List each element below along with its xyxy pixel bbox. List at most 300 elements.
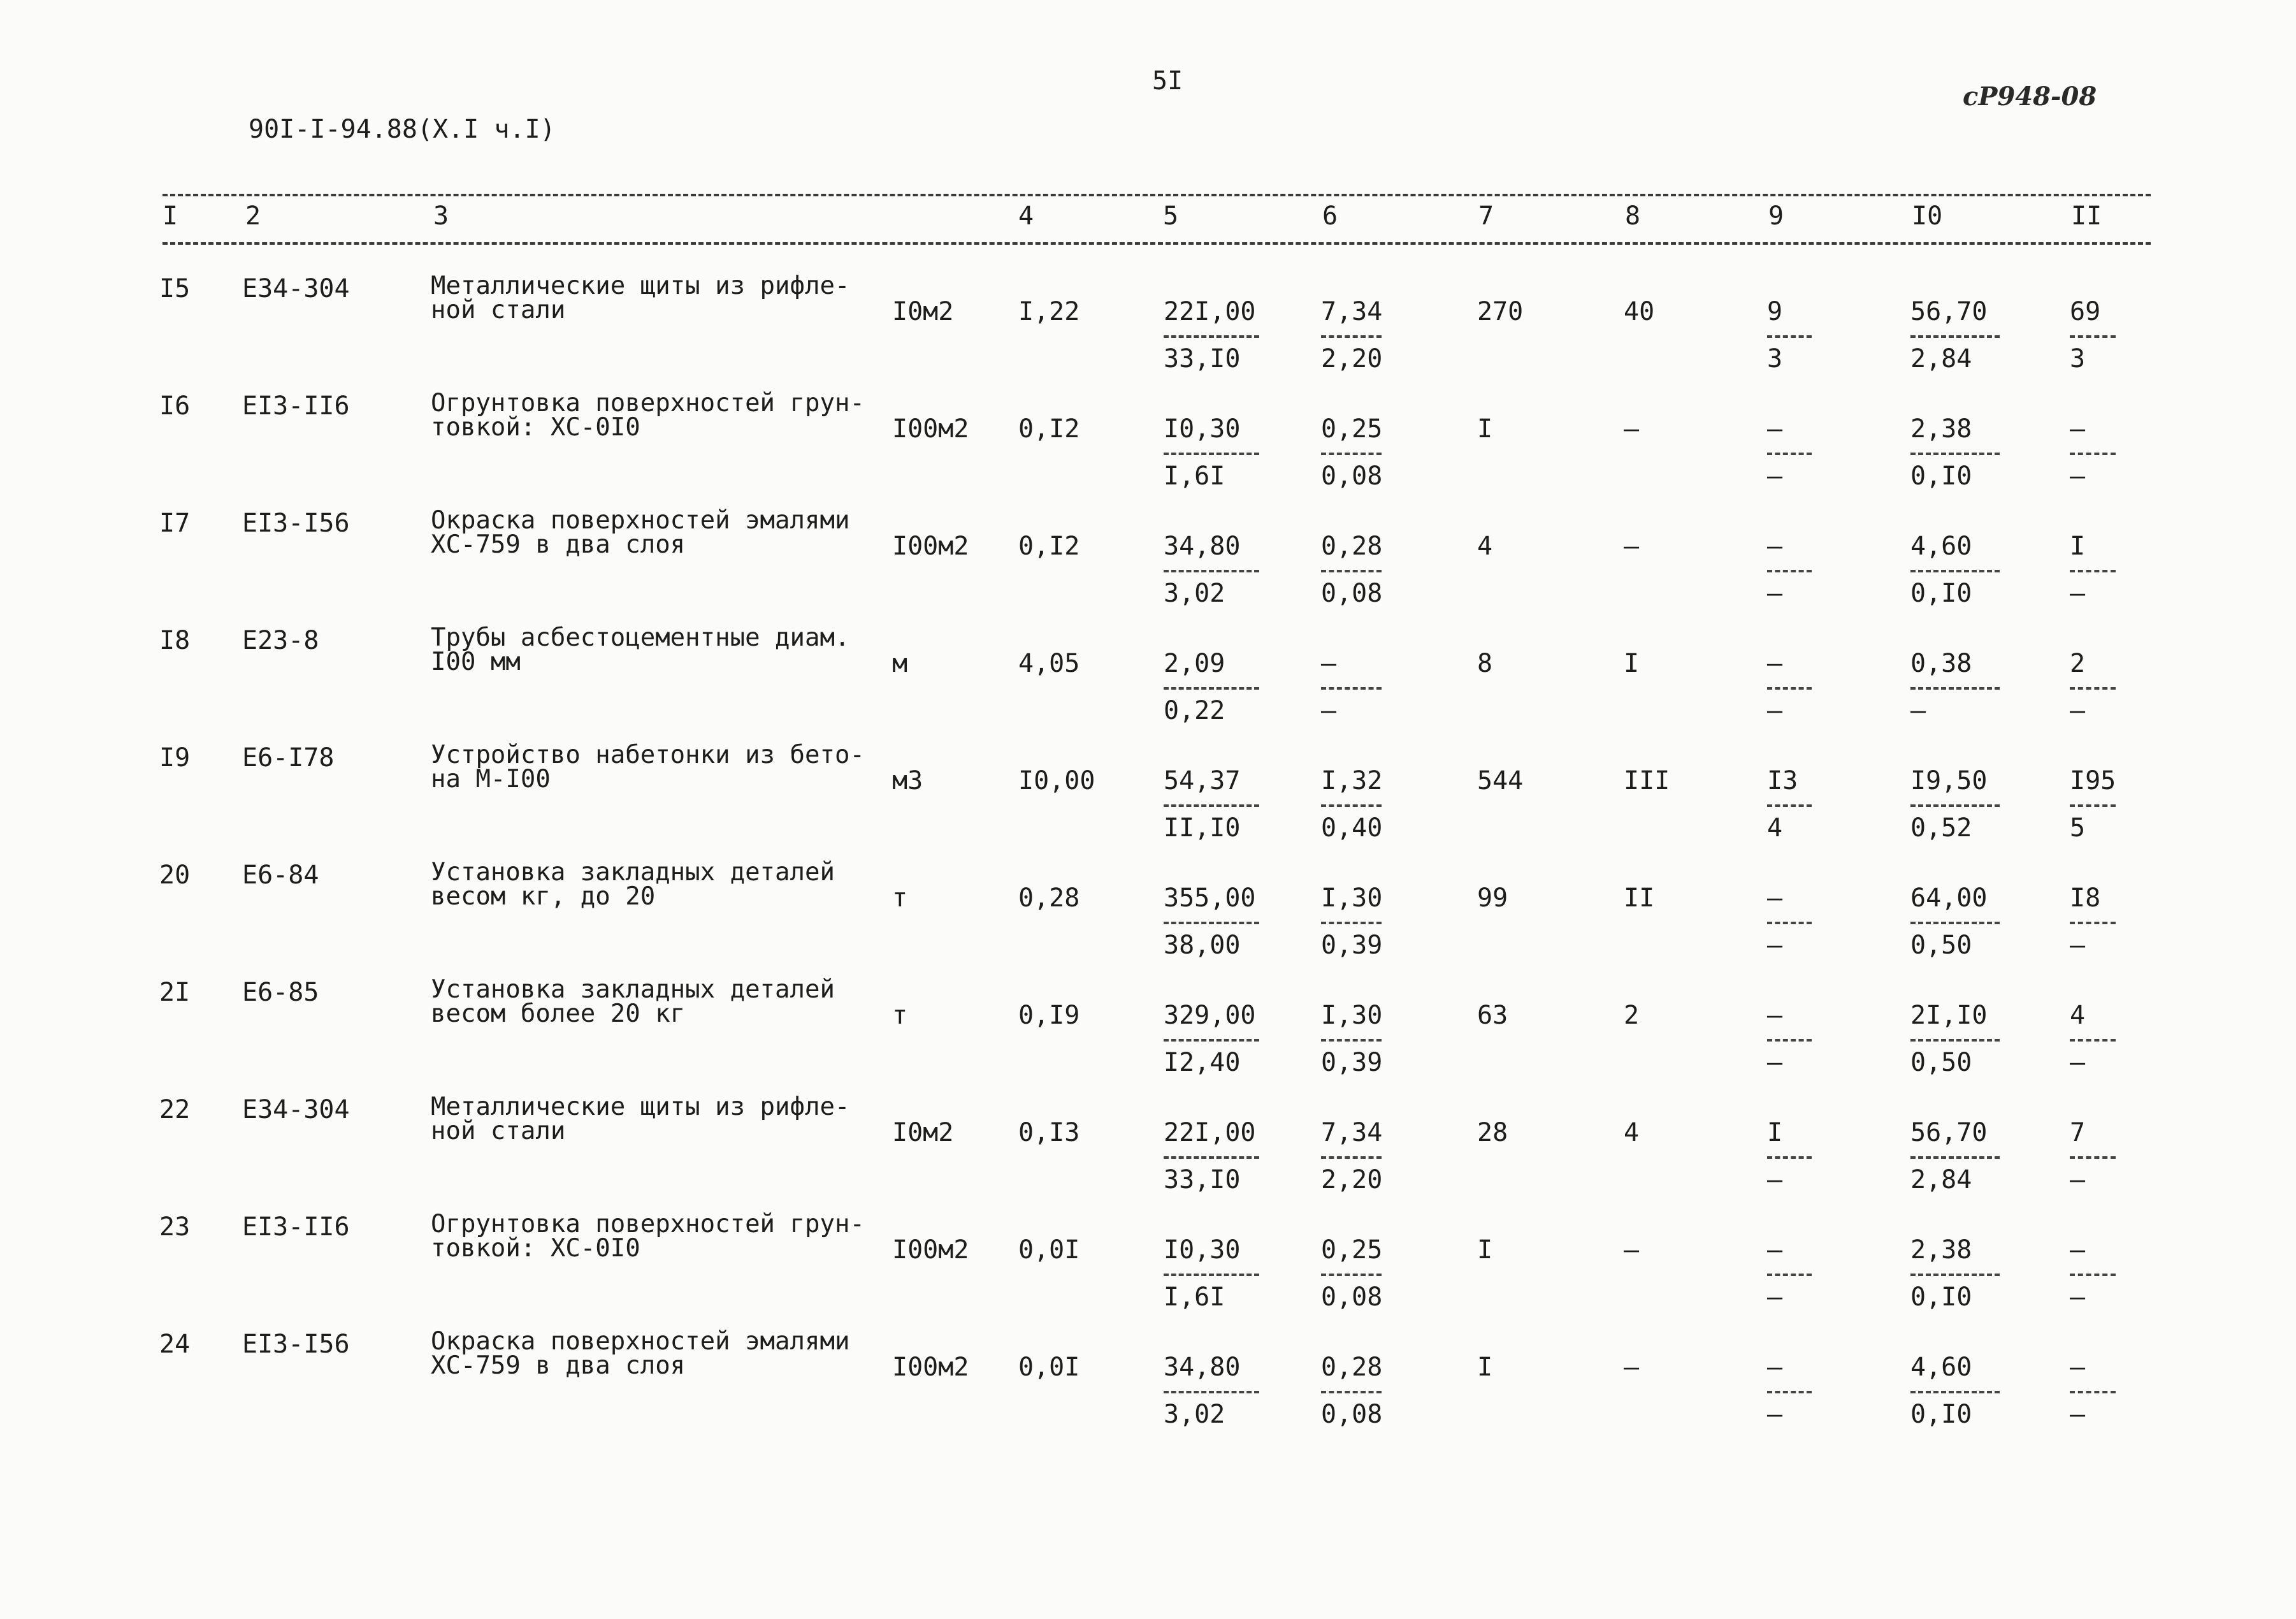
fraction-bar — [1910, 1156, 2000, 1159]
column-7-value: 8 — [1477, 649, 1493, 678]
rate-code: EI3-I56 — [242, 509, 350, 538]
fraction-bar — [1164, 1274, 1259, 1276]
fraction-numerator: 7,34 — [1321, 297, 1383, 326]
column-header-2: 2 — [245, 201, 261, 231]
fraction-bar — [1164, 804, 1259, 807]
row-number: I6 — [159, 391, 191, 421]
fraction-bar — [1767, 453, 1812, 455]
fraction-bar — [1321, 687, 1382, 690]
fraction-bar — [1321, 922, 1382, 924]
fraction-bar — [1767, 687, 1812, 690]
fraction-bar — [1910, 687, 2000, 690]
fraction-c9 — [1767, 649, 1812, 738]
fraction-c10 — [1910, 766, 2000, 855]
column-header-6: 6 — [1322, 201, 1338, 231]
fraction-denominator: I,6I — [1164, 1282, 1225, 1312]
fraction-numerator: I95 — [2070, 766, 2116, 795]
fraction-bar — [1767, 1156, 1812, 1159]
fraction-bar — [1321, 335, 1382, 338]
fraction-denominator: 0,I0 — [1910, 461, 1972, 491]
fraction-bar — [2070, 1156, 2116, 1159]
fraction-denominator: 38,00 — [1164, 931, 1241, 960]
fraction-denominator: 0,08 — [1321, 579, 1383, 608]
row-number: I5 — [159, 274, 191, 303]
fraction-denominator: 4 — [1767, 813, 1783, 843]
description-line: ной стали — [431, 296, 566, 324]
fraction-denominator: II,I0 — [1164, 813, 1241, 843]
fraction-c10 — [1910, 297, 2000, 386]
fraction-denominator: 0,52 — [1910, 813, 1972, 843]
fraction-numerator: 34,80 — [1164, 1353, 1241, 1382]
fraction-denominator: – — [2070, 1282, 2086, 1312]
fraction-bar — [2070, 453, 2116, 455]
quantity: 0,0I — [1018, 1353, 1080, 1382]
fraction-denominator: – — [1321, 696, 1337, 725]
fraction-c11 — [2070, 883, 2116, 973]
description-line: Огрунтовка поверхностей грун- — [431, 1210, 865, 1238]
column-8-value: 4 — [1624, 1118, 1640, 1147]
description-line: Установка закладных деталей — [431, 858, 835, 887]
table-top-rule — [162, 194, 2151, 196]
description-line: товкой: ХС-0I0 — [431, 1234, 640, 1263]
fraction-denominator: 0,08 — [1321, 461, 1383, 491]
fraction-denominator: 2,20 — [1321, 344, 1383, 374]
fraction-numerator: 7 — [2070, 1118, 2086, 1147]
fraction-numerator: 0,28 — [1321, 1353, 1383, 1382]
fraction-bar — [2070, 1391, 2116, 1393]
fraction-bar — [1164, 922, 1259, 924]
fraction-denominator: – — [2070, 696, 2086, 725]
fraction-bar — [2070, 922, 2116, 924]
fraction-numerator: 0,25 — [1321, 414, 1383, 444]
fraction-numerator: – — [2070, 414, 2086, 444]
unit-of-measure: I00м2 — [892, 1235, 969, 1265]
quantity: 0,I2 — [1018, 532, 1080, 561]
fraction-bar — [1767, 1391, 1812, 1393]
fraction-c10 — [1910, 649, 2000, 738]
fraction-c6 — [1321, 649, 1382, 738]
column-8-value: II — [1624, 883, 1655, 913]
fraction-numerator: 22I,00 — [1164, 1118, 1256, 1147]
fraction-c9 — [1767, 1118, 1812, 1207]
unit-of-measure: I00м2 — [892, 414, 969, 444]
fraction-numerator: 329,00 — [1164, 1001, 1256, 1030]
unit-of-measure: м — [892, 649, 908, 678]
fraction-bar — [1164, 453, 1259, 455]
fraction-denominator: – — [1767, 579, 1783, 608]
row-number: 2I — [159, 978, 191, 1007]
unit-of-measure: т — [892, 883, 908, 913]
rate-code: E34-304 — [242, 274, 350, 303]
description-line: Металлические щиты из рифле- — [431, 272, 850, 300]
fraction-bar — [2070, 804, 2116, 807]
fraction-c6 — [1321, 1118, 1382, 1207]
fraction-c10 — [1910, 1118, 2000, 1207]
fraction-numerator: 0,25 — [1321, 1235, 1383, 1265]
description-line: Окраска поверхностей эмалями — [431, 506, 850, 535]
fraction-numerator: – — [1767, 1353, 1783, 1382]
fraction-c10 — [1910, 532, 2000, 621]
column-8-value: – — [1624, 532, 1640, 561]
fraction-denominator: 3,02 — [1164, 1400, 1225, 1429]
fraction-numerator: – — [2070, 1235, 2086, 1265]
quantity: 0,I9 — [1018, 1001, 1080, 1030]
description-line: Трубы асбестоцементные диам. — [431, 623, 850, 652]
fraction-denominator: 0,50 — [1910, 1048, 1972, 1077]
fraction-denominator: 0,08 — [1321, 1282, 1383, 1312]
column-header-5: 5 — [1163, 201, 1179, 231]
fraction-numerator: 4,60 — [1910, 1353, 1972, 1382]
fraction-bar — [2070, 687, 2116, 690]
quantity: 0,I2 — [1018, 414, 1080, 444]
fraction-denominator: 0,39 — [1321, 931, 1383, 960]
column-7-value: I — [1477, 414, 1493, 444]
fraction-c11 — [2070, 1118, 2116, 1207]
column-header-9: 9 — [1768, 201, 1784, 231]
rate-code: EI3-II6 — [242, 1212, 350, 1242]
rate-code: E23-8 — [242, 626, 319, 655]
fraction-numerator: 56,70 — [1910, 297, 1988, 326]
fraction-bar — [1164, 1039, 1259, 1042]
fraction-c5 — [1164, 297, 1259, 386]
fraction-numerator: – — [1767, 1001, 1783, 1030]
row-number: 20 — [159, 860, 191, 890]
quantity: 0,0I — [1018, 1235, 1080, 1265]
fraction-denominator: 33,I0 — [1164, 1165, 1241, 1194]
row-number: 22 — [159, 1095, 191, 1124]
description-line: Окраска поверхностей эмалями — [431, 1327, 850, 1356]
column-header-1: I — [162, 201, 178, 231]
fraction-c9 — [1767, 1353, 1812, 1442]
table-header-rule — [162, 242, 2151, 245]
row-number: I7 — [159, 509, 191, 538]
fraction-numerator: – — [1321, 649, 1337, 678]
fraction-numerator: 2,09 — [1164, 649, 1225, 678]
work-description — [431, 1212, 865, 1261]
column-8-value: 40 — [1624, 297, 1655, 326]
description-line: Устройство набетонки из бето- — [431, 741, 865, 769]
fraction-bar — [1164, 1391, 1259, 1393]
fraction-c11 — [2070, 532, 2116, 621]
fraction-c10 — [1910, 883, 2000, 973]
fraction-bar — [1767, 1274, 1812, 1276]
fraction-c5 — [1164, 532, 1259, 621]
fraction-numerator: 54,37 — [1164, 766, 1241, 795]
fraction-bar — [2070, 570, 2116, 572]
fraction-c5 — [1164, 766, 1259, 855]
fraction-numerator: 0,28 — [1321, 532, 1383, 561]
fraction-denominator: 2,84 — [1910, 1165, 1972, 1194]
fraction-c6 — [1321, 1001, 1382, 1090]
fraction-bar — [1321, 1156, 1382, 1159]
fraction-c11 — [2070, 649, 2116, 738]
column-7-value: 63 — [1477, 1001, 1508, 1030]
fraction-denominator: – — [2070, 579, 2086, 608]
fraction-c6 — [1321, 1235, 1382, 1325]
fraction-bar — [1767, 804, 1812, 807]
work-description — [431, 743, 865, 792]
fraction-numerator: 4 — [2070, 1001, 2086, 1030]
fraction-numerator: I0,30 — [1164, 414, 1241, 444]
row-number: 23 — [159, 1212, 191, 1242]
fraction-denominator: – — [1767, 931, 1783, 960]
fraction-bar — [1910, 570, 2000, 572]
fraction-bar — [1164, 687, 1259, 690]
fraction-denominator: – — [2070, 1400, 2086, 1429]
fraction-c11 — [2070, 766, 2116, 855]
fraction-numerator: I,32 — [1321, 766, 1383, 795]
fraction-bar — [1910, 453, 2000, 455]
column-7-value: 270 — [1477, 297, 1524, 326]
fraction-c6 — [1321, 766, 1382, 855]
fraction-numerator: 9 — [1767, 297, 1783, 326]
fraction-c11 — [2070, 414, 2116, 504]
column-header-11: II — [2071, 201, 2102, 231]
fraction-denominator: 0,39 — [1321, 1048, 1383, 1077]
fraction-c10 — [1910, 1353, 2000, 1442]
fraction-c6 — [1321, 297, 1382, 386]
fraction-denominator: 5 — [2070, 813, 2086, 843]
rate-code: EI3-II6 — [242, 391, 350, 421]
fraction-bar — [1321, 570, 1382, 572]
fraction-c6 — [1321, 532, 1382, 621]
rate-code: E34-304 — [242, 1095, 350, 1124]
fraction-numerator: 2I,I0 — [1910, 1001, 1988, 1030]
fraction-bar — [1910, 335, 2000, 338]
fraction-bar — [1164, 570, 1259, 572]
archive-code: сР948-08 — [1963, 82, 2097, 112]
fraction-c9 — [1767, 1235, 1812, 1325]
unit-of-measure: м3 — [892, 766, 923, 795]
fraction-c11 — [2070, 1001, 2116, 1090]
fraction-numerator: 7,34 — [1321, 1118, 1383, 1147]
fraction-denominator: 0,I0 — [1910, 579, 1972, 608]
fraction-c5 — [1164, 1235, 1259, 1325]
fraction-c5 — [1164, 1353, 1259, 1442]
fraction-denominator: – — [1910, 696, 1926, 725]
column-7-value: I — [1477, 1235, 1493, 1265]
fraction-c11 — [2070, 297, 2116, 386]
fraction-denominator: 3 — [1767, 344, 1783, 374]
fraction-numerator: 56,70 — [1910, 1118, 1988, 1147]
fraction-numerator: 355,00 — [1164, 883, 1256, 913]
description-line: весом кг, до 20 — [431, 882, 656, 911]
fraction-numerator: I — [1767, 1118, 1783, 1147]
fraction-numerator: 0,38 — [1910, 649, 1972, 678]
row-number: 24 — [159, 1330, 191, 1359]
column-7-value: I — [1477, 1353, 1493, 1382]
fraction-numerator: I3 — [1767, 766, 1798, 795]
description-line: товкой: ХС-0I0 — [431, 413, 640, 442]
fraction-bar — [1910, 1274, 2000, 1276]
fraction-denominator: 0,50 — [1910, 931, 1972, 960]
unit-of-measure: I0м2 — [892, 297, 954, 326]
fraction-c5 — [1164, 1118, 1259, 1207]
fraction-numerator: 22I,00 — [1164, 297, 1256, 326]
fraction-numerator: 2,38 — [1910, 414, 1972, 444]
work-description — [431, 274, 849, 323]
fraction-bar — [1767, 570, 1812, 572]
rate-code: E6-84 — [242, 860, 319, 890]
fraction-c9 — [1767, 766, 1812, 855]
unit-of-measure: I00м2 — [892, 1353, 969, 1382]
fraction-denominator: – — [1767, 1165, 1783, 1194]
column-header-3: 3 — [433, 201, 449, 231]
column-8-value: 2 — [1624, 1001, 1640, 1030]
column-8-value: – — [1624, 1235, 1640, 1265]
column-7-value: 99 — [1477, 883, 1508, 913]
column-8-value: – — [1624, 1353, 1640, 1382]
column-7-value: 28 — [1477, 1118, 1508, 1147]
quantity: I,22 — [1018, 297, 1080, 326]
work-description — [431, 860, 835, 909]
column-header-7: 7 — [1478, 201, 1494, 231]
work-description — [431, 506, 850, 559]
fraction-numerator: I,30 — [1321, 883, 1383, 913]
fraction-bar — [1164, 335, 1259, 338]
fraction-c9 — [1767, 297, 1812, 386]
description-line: ХС-759 в два слоя — [431, 1351, 686, 1380]
fraction-c10 — [1910, 1235, 2000, 1325]
fraction-denominator: – — [1767, 1282, 1783, 1312]
fraction-denominator: I2,40 — [1164, 1048, 1241, 1077]
fraction-numerator: I,30 — [1321, 1001, 1383, 1030]
fraction-numerator: I0,30 — [1164, 1235, 1241, 1265]
quantity: I0,00 — [1018, 766, 1095, 795]
description-line: Огрунтовка поверхностей грун- — [431, 389, 865, 417]
fraction-numerator: 2,38 — [1910, 1235, 1972, 1265]
column-8-value: I — [1624, 649, 1640, 678]
column-header-8: 8 — [1625, 201, 1641, 231]
fraction-numerator: – — [1767, 883, 1783, 913]
fraction-bar — [1321, 453, 1382, 455]
fraction-bar — [2070, 1274, 2116, 1276]
fraction-denominator: – — [1767, 1400, 1783, 1429]
fraction-c10 — [1910, 1001, 2000, 1090]
row-number: I9 — [159, 743, 191, 773]
column-7-value: 4 — [1477, 532, 1493, 561]
fraction-bar — [1910, 1391, 2000, 1393]
fraction-bar — [1164, 1156, 1259, 1159]
fraction-numerator: – — [1767, 1235, 1783, 1265]
unit-of-measure: т — [892, 1001, 908, 1030]
description-line: I00 мм — [431, 648, 521, 676]
fraction-denominator: 0,22 — [1164, 696, 1225, 725]
fraction-c9 — [1767, 883, 1812, 973]
column-header-4: 4 — [1018, 201, 1034, 231]
fraction-c11 — [2070, 1235, 2116, 1325]
page-number: 5I — [1152, 66, 1183, 96]
fraction-c6 — [1321, 414, 1382, 504]
fraction-numerator: 69 — [2070, 297, 2101, 326]
fraction-denominator: 3 — [2070, 344, 2086, 374]
fraction-denominator: 0,40 — [1321, 813, 1383, 843]
fraction-denominator: 0,I0 — [1910, 1400, 1972, 1429]
quantity: 0,28 — [1018, 883, 1080, 913]
quantity: 0,I3 — [1018, 1118, 1080, 1147]
fraction-bar — [2070, 1039, 2116, 1042]
column-header-10: I0 — [1912, 201, 1943, 231]
row-number: I8 — [159, 626, 191, 655]
column-8-value: – — [1624, 414, 1640, 444]
fraction-denominator: 2,20 — [1321, 1165, 1383, 1194]
fraction-bar — [2070, 335, 2116, 338]
fraction-bar — [1910, 922, 2000, 924]
fraction-bar — [1767, 335, 1812, 338]
fraction-numerator: – — [1767, 414, 1783, 444]
fraction-bar — [1321, 1391, 1382, 1393]
fraction-c9 — [1767, 414, 1812, 504]
work-description — [431, 391, 865, 440]
fraction-numerator: 2 — [2070, 649, 2086, 678]
fraction-denominator: 0,08 — [1321, 1400, 1383, 1429]
fraction-bar — [1910, 1039, 2000, 1042]
description-line: весом более 20 кг — [431, 999, 686, 1028]
description-line: ной стали — [431, 1117, 566, 1145]
fraction-c6 — [1321, 883, 1382, 973]
fraction-bar — [1321, 1274, 1382, 1276]
fraction-denominator: – — [1767, 696, 1783, 725]
fraction-c9 — [1767, 1001, 1812, 1090]
fraction-c6 — [1321, 1353, 1382, 1442]
fraction-numerator: – — [1767, 532, 1783, 561]
fraction-numerator: – — [1767, 649, 1783, 678]
fraction-denominator: – — [2070, 461, 2086, 491]
work-description — [431, 1095, 849, 1143]
fraction-bar — [1321, 1039, 1382, 1042]
description-line: Металлические щиты из рифле- — [431, 1093, 850, 1121]
fraction-c5 — [1164, 883, 1259, 973]
document-code: 90I-I-94.88(X.I ч.I) — [249, 115, 556, 144]
unit-of-measure: I0м2 — [892, 1118, 954, 1147]
rate-code: E6-I78 — [242, 743, 335, 773]
quantity: 4,05 — [1018, 649, 1080, 678]
fraction-numerator: – — [2070, 1353, 2086, 1382]
description-line: Установка закладных деталей — [431, 975, 835, 1004]
fraction-denominator: I,6I — [1164, 461, 1225, 491]
fraction-c5 — [1164, 649, 1259, 738]
fraction-denominator: – — [2070, 1165, 2086, 1194]
fraction-numerator: 64,00 — [1910, 883, 1988, 913]
unit-of-measure: I00м2 — [892, 532, 969, 561]
fraction-denominator: – — [1767, 461, 1783, 491]
fraction-c9 — [1767, 532, 1812, 621]
fraction-numerator: I — [2070, 532, 2086, 561]
fraction-bar — [1321, 804, 1382, 807]
column-8-value: III — [1624, 766, 1670, 795]
fraction-c11 — [2070, 1353, 2116, 1442]
fraction-numerator: I9,50 — [1910, 766, 1988, 795]
rate-code: EI3-I56 — [242, 1330, 350, 1359]
fraction-denominator: – — [2070, 931, 2086, 960]
work-description — [431, 975, 835, 1028]
fraction-numerator: I8 — [2070, 883, 2101, 913]
description-line: ХС-759 в два слоя — [431, 530, 686, 559]
fraction-denominator: – — [1767, 1048, 1783, 1077]
rate-code: E6-85 — [242, 978, 319, 1007]
fraction-bar — [1767, 922, 1812, 924]
work-description — [431, 1327, 850, 1380]
fraction-numerator: 34,80 — [1164, 532, 1241, 561]
fraction-bar — [1767, 1039, 1812, 1042]
column-7-value: 544 — [1477, 766, 1524, 795]
fraction-denominator: 33,I0 — [1164, 344, 1241, 374]
fraction-denominator: 0,I0 — [1910, 1282, 1972, 1312]
fraction-denominator: 3,02 — [1164, 579, 1225, 608]
fraction-numerator: 4,60 — [1910, 532, 1972, 561]
fraction-denominator: 2,84 — [1910, 344, 1972, 374]
fraction-c10 — [1910, 414, 2000, 504]
